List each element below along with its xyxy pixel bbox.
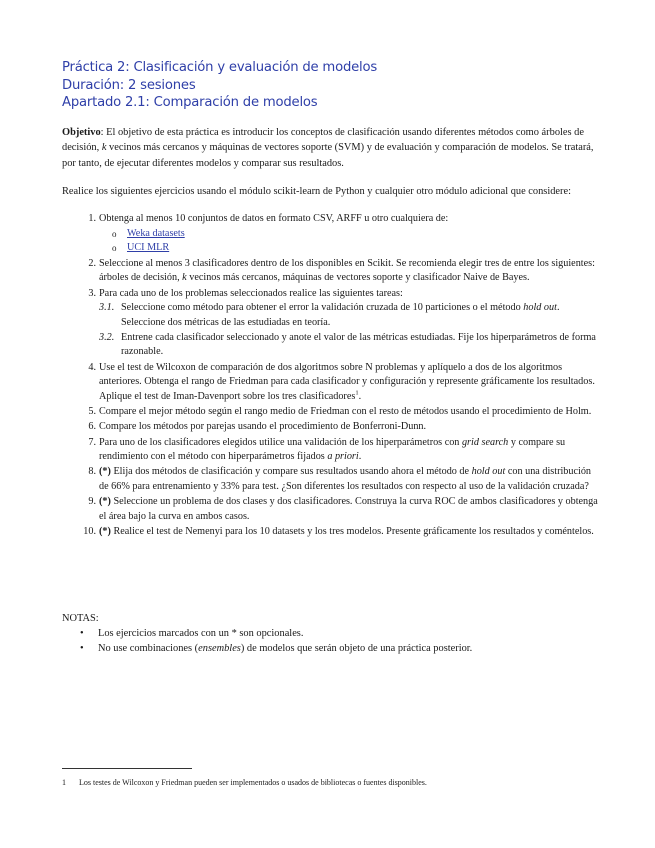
intro-paragraph: Realice los siguientes ejercicios usando el módulo scikit-learn de Python y cualquier otro módulo adicional que considere: xyxy=(62,186,572,197)
optional-mark: (*) xyxy=(99,526,111,538)
note-text-b: ) de modelos que serán objeto de una práctica posterior. xyxy=(240,643,473,654)
exercise-italic-1: grid search xyxy=(461,436,509,448)
bullet-icon: • xyxy=(80,643,84,654)
exercise-item-10 xyxy=(62,525,602,540)
exercise-number: 1. xyxy=(88,213,96,224)
exercise-item-8 xyxy=(62,465,602,494)
section-title: Apartado 2.1: Comparación de modelos xyxy=(62,95,318,111)
exercise-text: Use el test de Wilcoxon de comparación de dos algoritmos sobre N problemas y aplíquelo a dos de los algoritmos anteriores. Obtenga el rango de Friedman para cada clasificador y configuración y represente gráficamente los resultados. Aplique el test de Iman-Davenport sobre los tres clasificadores xyxy=(99,361,595,402)
subtask-text-end: . Seleccione dos métricas de las estudiadas en teoría. xyxy=(121,302,560,328)
exercise-italic-2: a priori xyxy=(327,451,359,463)
exercise-list xyxy=(62,212,602,540)
footnote-ref: 1 xyxy=(355,389,359,397)
exercise-text-a: Elija dos métodos de clasificación y compare sus resultados usando ahora el método de xyxy=(110,466,472,478)
exercise-text-a: Seleccione al menos 3 clasificadores dentro de los disponibles en Scikit. Se recomienda elegir tres de entre los siguientes: árboles de decisión, xyxy=(99,257,595,284)
exercise-item-2 xyxy=(62,257,602,286)
practice-title: Práctica 2: Clasificación y evaluación de modelos xyxy=(62,60,378,75)
note-item xyxy=(62,626,472,641)
dataset-links xyxy=(99,227,602,256)
subtask-number: 3.1. xyxy=(99,302,115,314)
note-text: Los ejercicios marcados con un * son opcionales. xyxy=(98,628,304,639)
exercise-number: 4. xyxy=(88,361,96,373)
exercise-number: 8. xyxy=(88,466,96,478)
exercise-text-b: con una distribución de 66% para entrenamiento y 33% para test. ¿Son diferentes los resultados con respecto al uso de la validación cruzada? xyxy=(99,466,592,493)
exercise-text-end: . xyxy=(358,390,362,402)
dataset-link-item xyxy=(99,241,602,256)
exercise-number: 5. xyxy=(88,406,96,418)
exercise-text: Para cada uno de los problemas seleccionados realice las siguientes tareas: xyxy=(99,287,403,299)
exercise-item-4 xyxy=(62,361,602,405)
objective-paragraph xyxy=(62,125,602,171)
objective-label: Objetivo xyxy=(62,127,101,138)
circle-bullet-icon: o xyxy=(112,243,117,254)
exercise-number: 7. xyxy=(88,436,96,448)
subtask-list xyxy=(99,301,602,360)
optional-mark: (*) xyxy=(99,466,111,478)
exercise-text-end: . xyxy=(358,451,362,463)
uci-mlr-link[interactable]: UCI MLR xyxy=(127,242,170,254)
subtask-item-3-2 xyxy=(99,331,602,360)
exercise-text: Realice el test de Nemenyi para los 10 datasets y los tres modelos. Presente gráficamente los resultados y coméntelos. xyxy=(110,526,594,538)
exercise-item-9 xyxy=(62,495,602,524)
exercise-text: Compare el mejor método según el rango medio de Friedman con el resto de métodos usando el procedimiento de Holm. xyxy=(99,406,592,418)
exercise-text: Seleccione un problema de dos clases y dos clasificadores. Construya la curva ROC de ambos clasificadores y obtenga el área bajo la curva en ambos casos. xyxy=(99,496,598,523)
exercise-item-3 xyxy=(62,287,602,361)
subtask-item-3-1 xyxy=(99,301,602,330)
objective-text-a: : El objetivo de esta práctica es introducir los conceptos de clasificación usando diferentes métodos como árboles de decisión, xyxy=(62,127,584,154)
note-italic: ensembles xyxy=(198,643,241,654)
exercise-text-a: Para uno de los clasificadores elegidos utilice una validación de los hiperparámetros con xyxy=(99,436,462,448)
circle-bullet-icon: o xyxy=(112,228,117,239)
title-block xyxy=(62,59,377,112)
exercise-italic: hold out xyxy=(471,466,506,478)
note-item xyxy=(62,641,472,656)
notes-list xyxy=(62,626,472,656)
duration-title: Duración: 2 sesiones xyxy=(62,77,196,93)
footnote xyxy=(62,778,427,788)
footnote-number: 1 xyxy=(62,778,66,787)
notes-title: NOTAS: xyxy=(62,613,99,624)
exercise-item-5 xyxy=(62,405,602,420)
exercise-number: 10. xyxy=(83,526,96,538)
exercise-item-6 xyxy=(62,420,602,435)
exercise-item-1 xyxy=(62,212,602,256)
subtask-text: Entrene cada clasificador seleccionado y anote el valor de las métricas estudiadas. Fije los hiperparámetros de forma razonable. xyxy=(121,331,596,358)
exercise-number: 3. xyxy=(88,287,96,299)
footnote-divider xyxy=(62,768,192,769)
subtask-text: Seleccione como método para obtener el error la validación cruzada de 10 particiones o el método xyxy=(121,302,524,314)
subtask-number: 3.2. xyxy=(99,331,115,343)
subtask-italic: hold out xyxy=(523,302,557,314)
exercise-item-7 xyxy=(62,436,602,465)
exercise-number: 2. xyxy=(88,257,96,269)
bullet-icon: • xyxy=(80,628,84,639)
exercise-text-b: vecinos más cercanos, máquinas de vectores soporte y clasificador Naive de Bayes. xyxy=(186,272,530,284)
note-text-a: No use combinaciones ( xyxy=(98,643,199,654)
exercise-k: k xyxy=(182,272,187,284)
objective-k: k xyxy=(101,142,107,154)
weka-datasets-link[interactable]: Weka datasets xyxy=(127,227,185,239)
footnote-text: Los testes de Wilcoxon y Friedman pueden ser implementados o usados de bibliotecas o fuentes disponibles. xyxy=(79,778,427,787)
exercise-text: Compare los métodos por parejas usando el procedimiento de Bonferroni-Dunn. xyxy=(99,421,427,433)
exercise-number: 9. xyxy=(88,496,96,508)
dataset-link-item xyxy=(99,227,602,242)
optional-mark: (*) xyxy=(99,496,111,508)
exercise-number: 6. xyxy=(88,421,96,433)
objective-text-b: vecinos más cercanos y máquinas de vectores soporte (SVM) y de evaluación y comparación de modelos. Se tratará, por tanto, de ejecutar diferentes modelos y comparar sus resultados. xyxy=(62,142,594,169)
exercise-text: Obtenga al menos 10 conjuntos de datos en formato CSV, ARFF u otro cualquiera de: xyxy=(99,213,449,224)
exercise-text-b: y compare su rendimiento con el método con hiperparámetros fijados xyxy=(99,436,566,463)
